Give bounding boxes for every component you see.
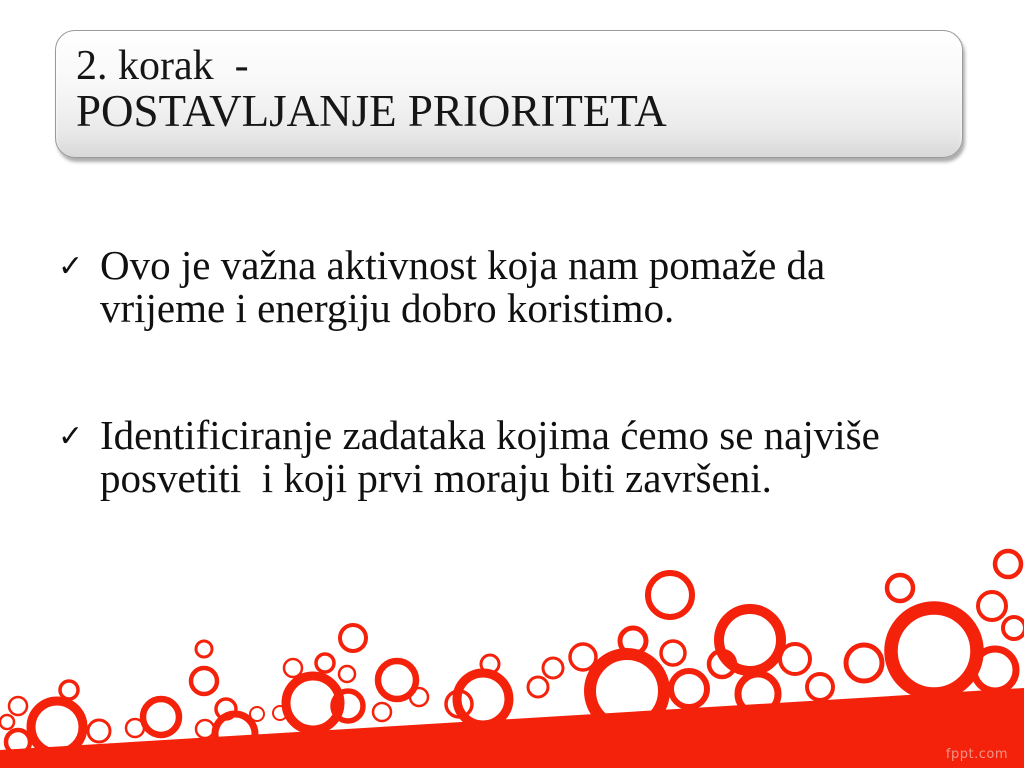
bubble-ring [661,641,685,665]
bubble-ring [648,573,692,617]
bubble-ring [807,674,833,700]
bubble-ring [196,641,212,657]
bubble-ring [191,668,217,694]
watermark: fppt.com [945,747,1008,762]
bubble-ring [543,658,563,678]
bubble-ring [780,644,810,674]
bubble-ring [887,575,913,601]
bubble-ring [1003,617,1024,639]
page-title: POSTAVLJANJE PRIORITETA [76,86,667,136]
bullet-line: posvetiti i koji prvi moraju biti završeni. [100,455,772,501]
bubble-ring [410,688,428,706]
bullet-line: vrijeme i energiju dobro koristimo. [100,285,675,331]
bubble-ring [978,592,1006,620]
bubble-ring [846,645,882,681]
bubble-ring [0,715,14,729]
bubble-ring [528,677,548,697]
bubble-ring [974,649,1016,691]
bubble-ring [339,666,355,682]
checkmark-icon: ✓ [58,419,84,454]
bubble-ring [891,608,977,694]
bubble-ring [457,673,509,725]
bubble-ring [196,720,214,738]
bubble-ring [316,654,334,672]
bubble-ring [340,625,366,651]
bubble-ring [373,703,391,721]
bubble-ring [88,720,110,742]
bubble-ring [9,697,27,715]
bubble-ring [60,681,78,699]
bubble-ring [719,609,781,671]
title-step-label: 2. korak - [76,43,249,89]
bullet-line: Ovo je važna aktivnost koja nam pomaže da [100,242,826,288]
bubble-ring [143,699,179,735]
bubble-ring [284,659,302,677]
bubble-ring [995,551,1021,577]
bubble-ring [671,671,707,707]
bubble-ring [250,707,264,721]
checkmark-icon: ✓ [58,249,84,284]
bubble-ring [31,701,83,753]
bullet-line: Identificiranje zadataka kojima ćemo se najviše [100,412,880,458]
